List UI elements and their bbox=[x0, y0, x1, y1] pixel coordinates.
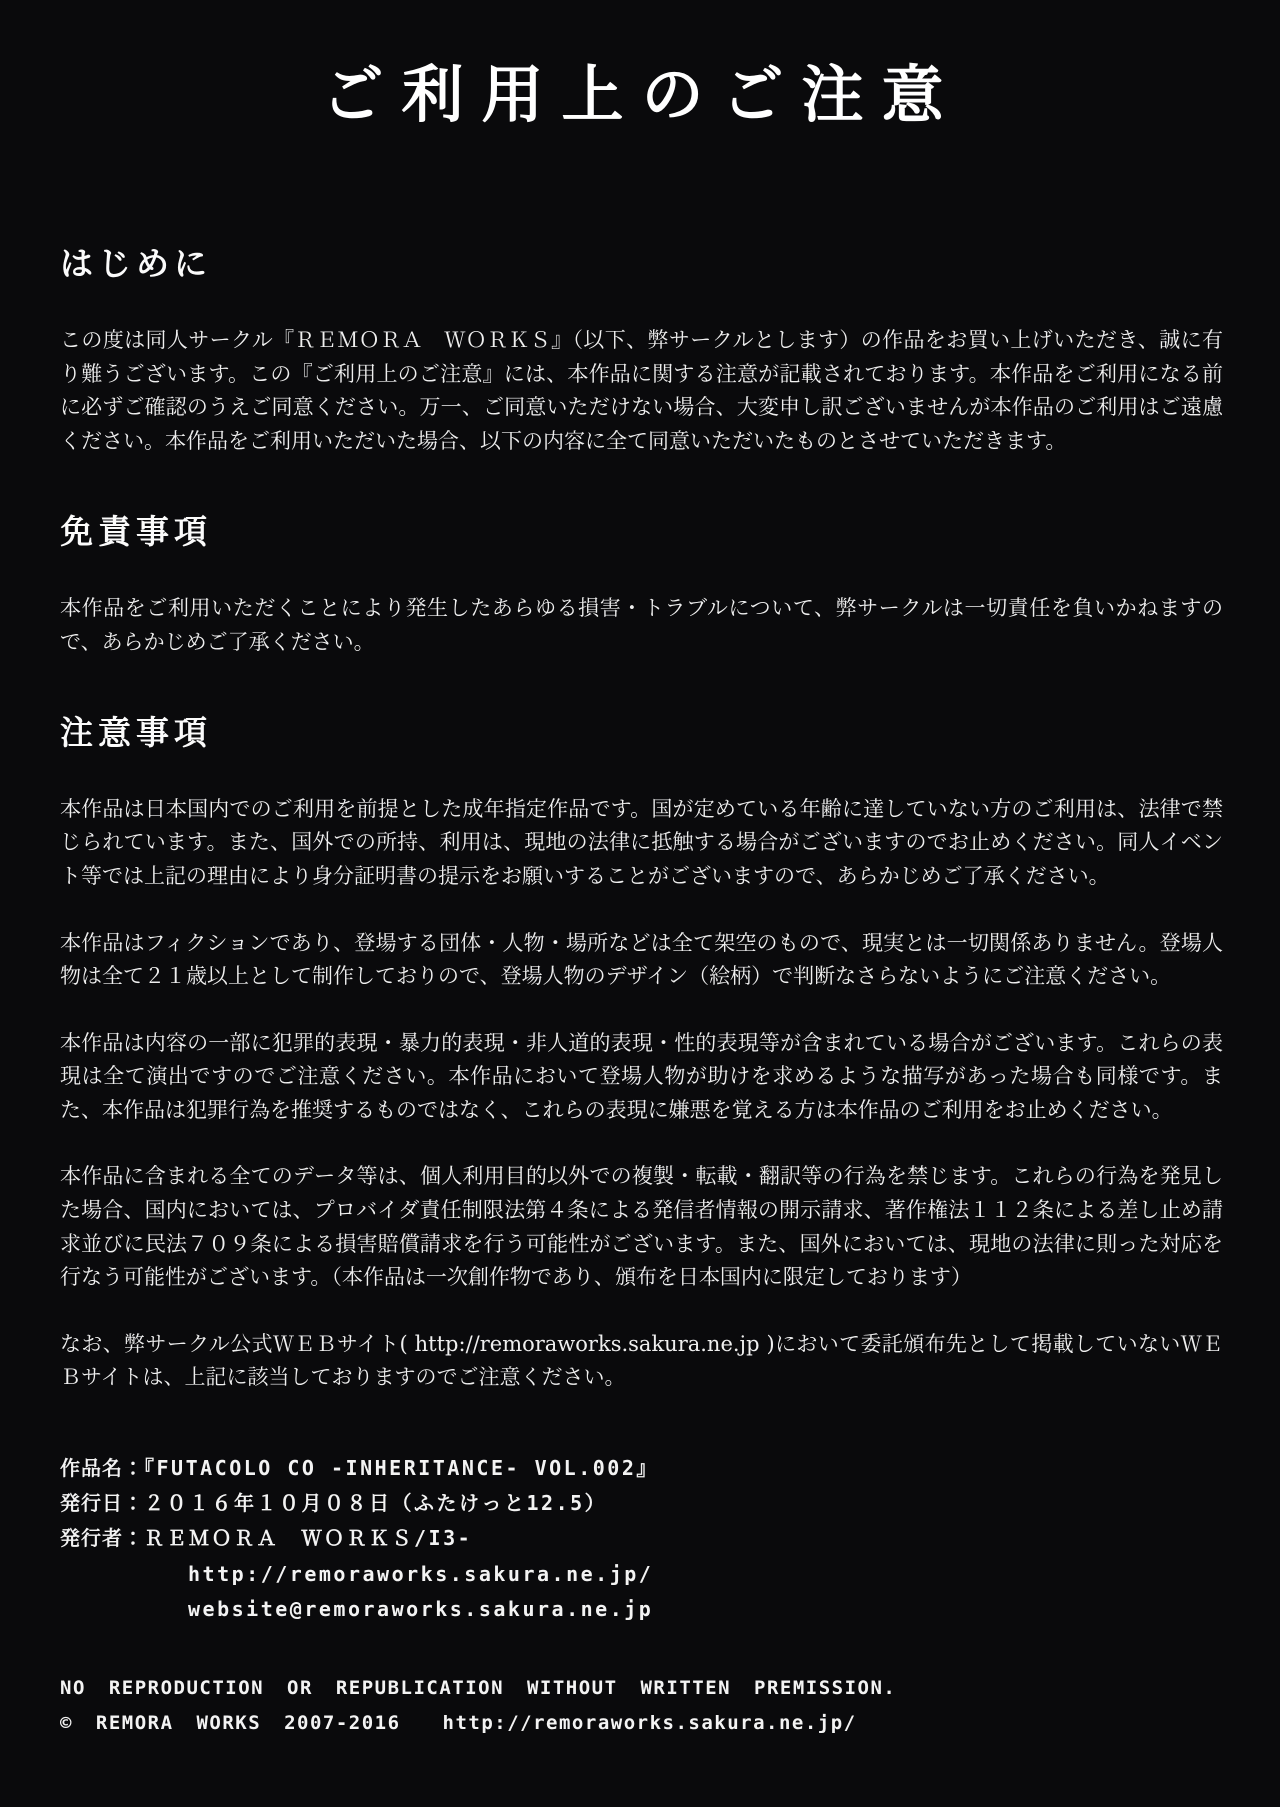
disclaimer-paragraph: 本作品をご利用いただくことにより発生したあらゆる損害・トラブルについて、弊サークルは一切責任を負いかねますので、あらかじめご了承ください。 bbox=[60, 595, 1223, 654]
publisher-value: ＲＥＭＯＲＡ ＷＯＲＫＳ/I3- bbox=[144, 1526, 473, 1551]
section-disclaimer bbox=[60, 512, 1223, 659]
copyright-owner-text: © REMORA WORKS 2007-2016 bbox=[60, 1712, 401, 1735]
publisher-label: 発行者： bbox=[60, 1526, 144, 1551]
caution-paragraph-expressions: 本作品は内容の一部に犯罪的表現・暴力的表現・非人道的表現・性的表現等が含まれている場合がございます。これらの表現は全て演出ですのでご注意ください。本作品において登場人物が助けを求めるような描写があった場合も同様です。また、本作品は犯罪行為を推奨するものではなく、これらの表現に嫌悪を覚える方は本作品のご利用をお止めください。 bbox=[60, 1030, 1223, 1122]
copyright-owner-line bbox=[60, 1706, 1223, 1741]
colophon bbox=[60, 1451, 1223, 1627]
copyright-notice-line: NO REPRODUCTION OR REPUBLICATION WITHOUT WRITTEN PREMISSION. bbox=[60, 1676, 897, 1699]
section-cautions bbox=[60, 713, 1223, 1395]
copyright-block bbox=[60, 1671, 1223, 1741]
work-title-value: 『FUTACOLO CO -INHERITANCE- VOL.002』 bbox=[144, 1456, 659, 1481]
section-introduction bbox=[60, 244, 1223, 458]
colophon-website-line bbox=[60, 1557, 1223, 1592]
email-address-text: website@remoraworks.sakura.ne.jp bbox=[188, 1596, 654, 1621]
caution-paragraph-copyright-law: 本作品に含まれる全てのデータ等は、個人利用目的以外での複製・転載・翻訳等の行為を禁じます。これらの行為を発見した場合、国内においては、プロバイダ責任制限法第４条による発信者情報の開示請求、著作権法１１２条による差し止め請求並びに民法７０９条による損害賠償請求を行う可能性がございます。また、国外においては、現地の法律に則った対応を行なう可能性がございます。（本作品は一次創作物であり、頒布を日本国内に限定しております） bbox=[60, 1164, 1223, 1290]
caution-paragraph-age-restriction: 本作品は日本国内でのご利用を前提とした成年指定作品です。国が定めている年齢に達していない方のご利用は、法律で禁じられています。また、国外での所持、利用は、現地の法律に抵触する場合がございますのでお止めください。同人イベント等では上記の理由により身分証明書の提示をお願いすることがございますので、あらかじめご了承ください。 bbox=[60, 796, 1223, 888]
section-heading-introduction: はじめに bbox=[60, 244, 212, 284]
section-heading-cautions: 注意事項 bbox=[60, 713, 212, 753]
caution-paragraph-official-website: なお、弊サークル公式ＷＥＢサイト( http://remoraworks.sakura.ne.jp )において委託頒布先として掲載していないＷＥＢサイトは、上記に該当しておりますのでご注意ください。 bbox=[60, 1331, 1223, 1390]
colophon-issue-date-line bbox=[60, 1486, 1223, 1521]
page-title: ご利用上のご注意 bbox=[321, 58, 962, 131]
colophon-email-line bbox=[60, 1592, 1223, 1627]
introduction-paragraph: この度は同人サークル『ＲＥＭＯＲＡ ＷＯＲＫＳ』（以下、弊サークルとします）の作品をお買い上げいただき、誠に有り難うございます。この『ご利用上のご注意』には、本作品に関する注意が記載されております。本作品をご利用になる前に必ずご確認のうえご同意ください。万一、ご同意いただけない場合、大変申し訳ございませんが本作品のご利用はご遠慮ください。本作品をご利用いただいた場合、以下の内容に全て同意いただいたものとさせていただきます。 bbox=[60, 327, 1223, 453]
section-heading-disclaimer: 免責事項 bbox=[60, 512, 212, 552]
work-title-label: 作品名： bbox=[60, 1456, 144, 1481]
copyright-url-text: http://remoraworks.sakura.ne.jp/ bbox=[442, 1712, 857, 1735]
issue-date-label: 発行日： bbox=[60, 1491, 144, 1516]
website-url-text: http://remoraworks.sakura.ne.jp/ bbox=[188, 1561, 654, 1586]
issue-date-value: ２０１６年１０月０８日（ふたけっと12.5） bbox=[144, 1491, 608, 1516]
colophon-publisher-line bbox=[60, 1521, 1223, 1556]
colophon-work-title-line bbox=[60, 1451, 1223, 1486]
caution-paragraph-fiction: 本作品はフィクションであり、登場する団体・人物・場所などは全て架空のもので、現実とは一切関係ありません。登場人物は全て２１歳以上として制作しておりので、登場人物のデザイン（絵柄）で判断なさらないようにご注意ください。 bbox=[60, 930, 1223, 989]
